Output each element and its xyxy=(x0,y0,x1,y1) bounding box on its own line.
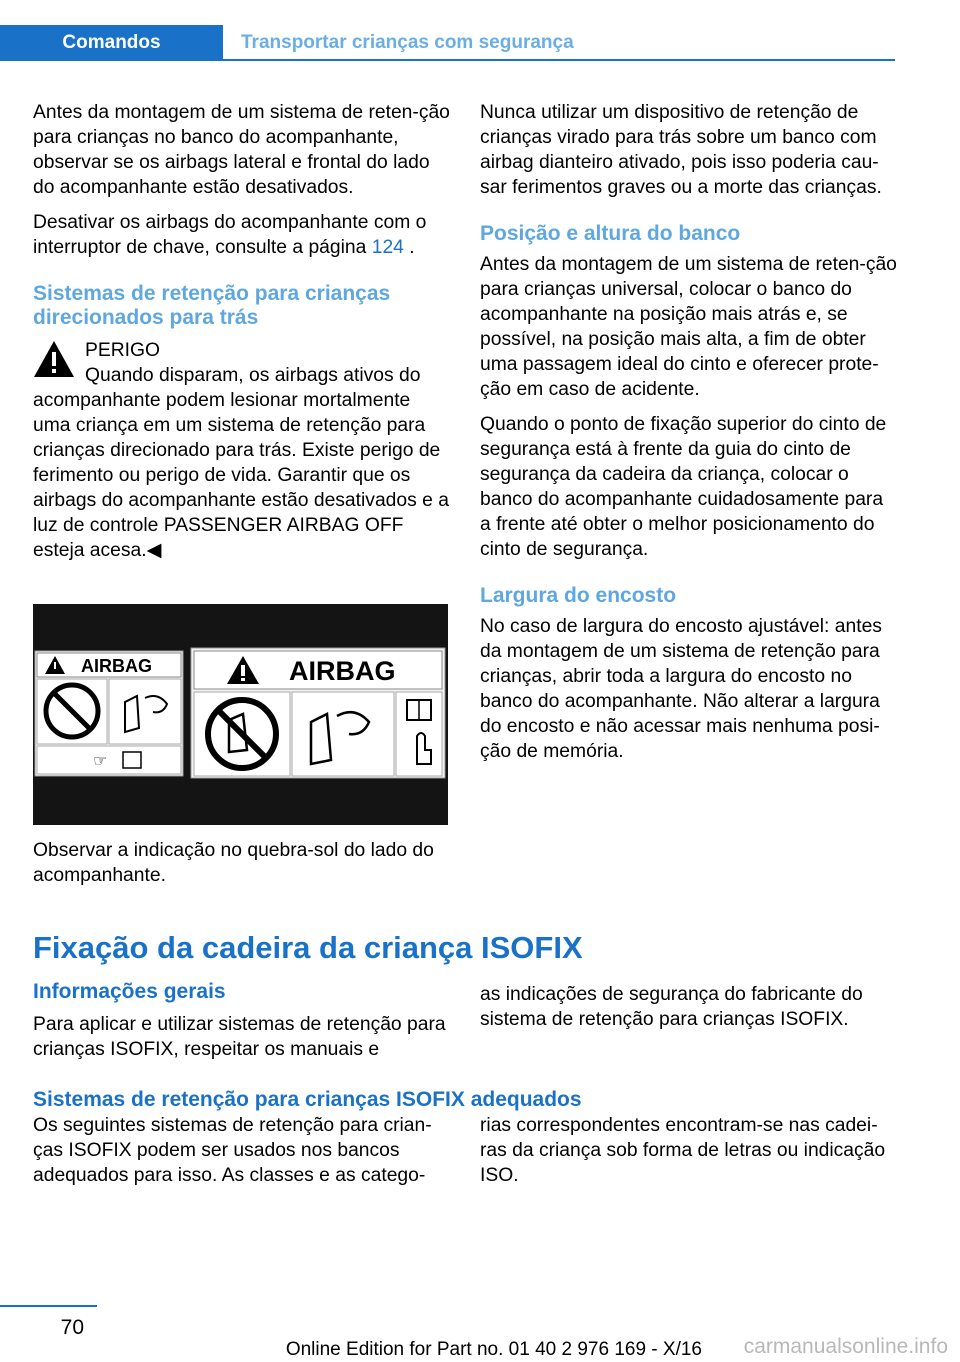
airbag-label-illustration xyxy=(33,604,448,825)
small-label-text: AIRBAG xyxy=(81,656,152,676)
airbag-sunvisor-photo xyxy=(33,604,448,825)
suitable-isofix-left xyxy=(33,1113,451,1198)
chapter-tab[interactable]: Comandos xyxy=(0,25,223,61)
right-column xyxy=(480,100,898,774)
paragraph-belt-anchor: Quando o ponto de fixação superior do cinto de segurança está à frente da guia do cinto de segurança da cadeira da criança, colocar o banco do acompanhante cuidadosamente para a frente até obter o melhor posicionamento do cinto de segurança. xyxy=(480,414,887,560)
heading-rear-facing-systems: Sistemas de retenção para crianças direcionados para trás xyxy=(33,282,391,329)
large-airbag-label xyxy=(191,648,445,778)
general-info-right xyxy=(480,982,898,1042)
small-airbag-label xyxy=(35,651,183,776)
header-rule xyxy=(223,59,895,61)
left-column xyxy=(33,100,451,573)
heading-suitable-isofix: Sistemas de retenção para crianças ISOFIX adequados xyxy=(33,1088,582,1111)
page-reference-link[interactable]: 124 xyxy=(371,237,404,258)
general-info-text-left: Para aplicar e utilizar sistemas de retenção para crianças ISOFIX, respeitar os manuais e xyxy=(33,1014,446,1060)
footer-rule xyxy=(0,1305,97,1307)
watermark: carmanualsonline.info xyxy=(743,1335,948,1358)
general-info-left xyxy=(33,1012,451,1072)
section-title[interactable]: Transportar crianças com segurança xyxy=(241,32,574,53)
warning-triangle-icon xyxy=(33,340,75,378)
warning-text: acompanhante podem lesionar mortalmente uma criança em um sistema de retenção para crianças direcionado para trás. Existe perigo de ferimento ou perigo de vida. Garantir que os airbags do acompanhante estão desativados e a luz de controle PASSENGER AIRBAG OFF esteja acesa.◀ xyxy=(33,390,449,561)
svg-text:☞: ☞ xyxy=(93,751,108,770)
large-label-text: AIRBAG xyxy=(289,656,396,686)
paragraph-text-end: . xyxy=(403,237,415,258)
suitable-isofix-right xyxy=(480,1113,898,1198)
page-header xyxy=(0,25,895,61)
suitable-isofix-text-right: rias correspondentes encontram-se nas cadei‐ras da criança sob forma de letras ou indicação ISO. xyxy=(480,1115,886,1186)
suitable-isofix-text-left: Os seguintes sistemas de retenção para crian‐ças ISOFIX podem ser usados nos bancos adequados para isso. As classes e as catego‐ xyxy=(33,1115,432,1186)
paragraph-backrest-width: No caso de largura do encosto ajustável: antes da montagem de um sistema de retenção para crianças, abrir toda a largura do encosto no banco do acompanhante. Não alterar a largura do encosto e não acessar mais nenhuma posi‐ção de memória. xyxy=(480,616,882,762)
photo-caption: Observar a indicação no quebra-sol do lado do acompanhante. xyxy=(33,840,434,886)
photo-caption-block xyxy=(33,838,451,898)
page-number: 70 xyxy=(60,1316,84,1339)
warning-first-line: Quando disparam, os airbags ativos do xyxy=(85,365,421,386)
heading-seat-position: Posição e altura do banco xyxy=(480,222,741,245)
heading-general-info: Informações gerais xyxy=(33,980,226,1003)
paragraph-text: Desativar os airbags do acompanhante com o interruptor de chave, consulte a página xyxy=(33,212,427,258)
paragraph-airbag-check: Antes da montagem de um sistema de reten‐ção para crianças no banco do acompanhante, observar se os airbags lateral e frontal do lado do acompanhante estão desativados. xyxy=(33,102,450,198)
warning-label: PERIGO xyxy=(85,340,160,361)
paragraph-deactivate-airbags xyxy=(33,210,451,260)
paragraph-never-rear-facing: Nunca utilizar um dispositivo de retenção de crianças virado para trás sobre um banco com airbag dianteiro ativado, pois isso poderia cau‐sar ferimentos graves ou a morte das crianças. xyxy=(480,102,882,198)
isofix-title: Fixação da cadeira da criança ISOFIX xyxy=(33,930,583,965)
general-info-text-right: as indicações de segurança do fabricante do sistema de retenção para crianças ISOFIX. xyxy=(480,984,863,1030)
edition-note: Online Edition for Part no. 01 40 2 976 169 - X/16 xyxy=(285,1339,702,1360)
danger-warning xyxy=(33,338,451,388)
paragraph-seat-position: Antes da montagem de um sistema de reten‐ção para crianças universal, colocar o banco do acompanhante na posição mais atrás e, se possível, na posição mais alta, a fim de obter uma passagem ideal do cinto e oferecer prote‐ção em caso de acidente. xyxy=(480,254,897,400)
heading-backrest-width: Largura do encosto xyxy=(480,584,677,607)
